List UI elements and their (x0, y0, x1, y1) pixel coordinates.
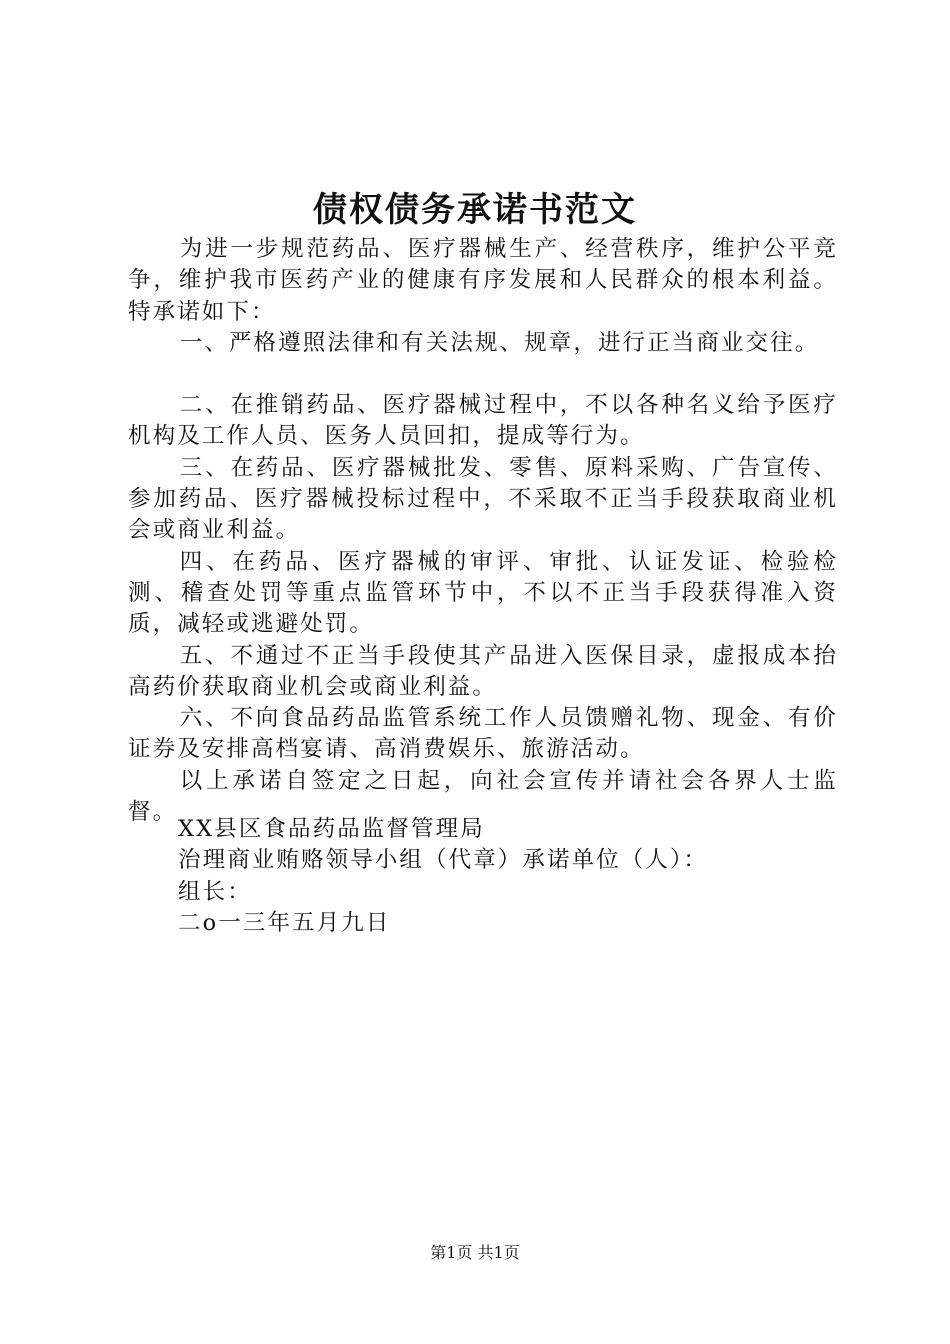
commitment-item-1: 一、严格遵照法律和有关法规、规章，进行正当商业交往。 (179, 329, 820, 356)
signature-leader: 组长： (178, 878, 252, 905)
commitment-item-2: 二、在推销药品、医疗器械过程中，不以各种名义给予医疗机构及工作人员、医务人员回扣，提成等行为。 (128, 392, 838, 450)
commitment-item-6: 六、不向食品药品监管系统工作人员馈赠礼物、现金、有价证券及安排高档宴请、高消费娱乐、旅游活动。 (128, 705, 838, 763)
document-body (128, 234, 838, 828)
signature-date: 二o一三年五月九日 (178, 909, 391, 936)
signature-org: XX县区食品药品监督管理局 (178, 816, 485, 842)
signature-group: 治理商业贿赂领导小组（代章）承诺单位（人）： (178, 847, 708, 874)
commitment-item-3: 三、在药品、医疗器械批发、零售、原料采购、广告宣传、参加药品、医疗器械投标过程中，不采取不正当手段获取商业机会或商业利益。 (128, 454, 838, 544)
signature-block (178, 814, 838, 939)
document-title: 债权债务承诺书范文 (313, 190, 637, 230)
page-footer: 第1页 共1页 (430, 1243, 520, 1262)
commitment-item-4: 四、在药品、医疗器械的审评、审批、认证发证、检验检测、稽查处罚等重点监管环节中，不以不正当手段获得准入资质，减轻或逃避处罚。 (128, 548, 838, 638)
intro-paragraph: 为进一步规范药品、医疗器械生产、经营秩序，维护公平竞争，维护我市医药产业的健康有序发展和人民群众的根本利益。特承诺如下： (128, 236, 838, 325)
commitment-item-5: 五、不通过不正当手段使其产品进入医保目录，虚报成本抬高药价获取商业机会或商业利益。 (128, 642, 838, 700)
closing-paragraph: 以上承诺自签定之日起，向社会宣传并请社会各界人士监督。 (128, 767, 838, 826)
